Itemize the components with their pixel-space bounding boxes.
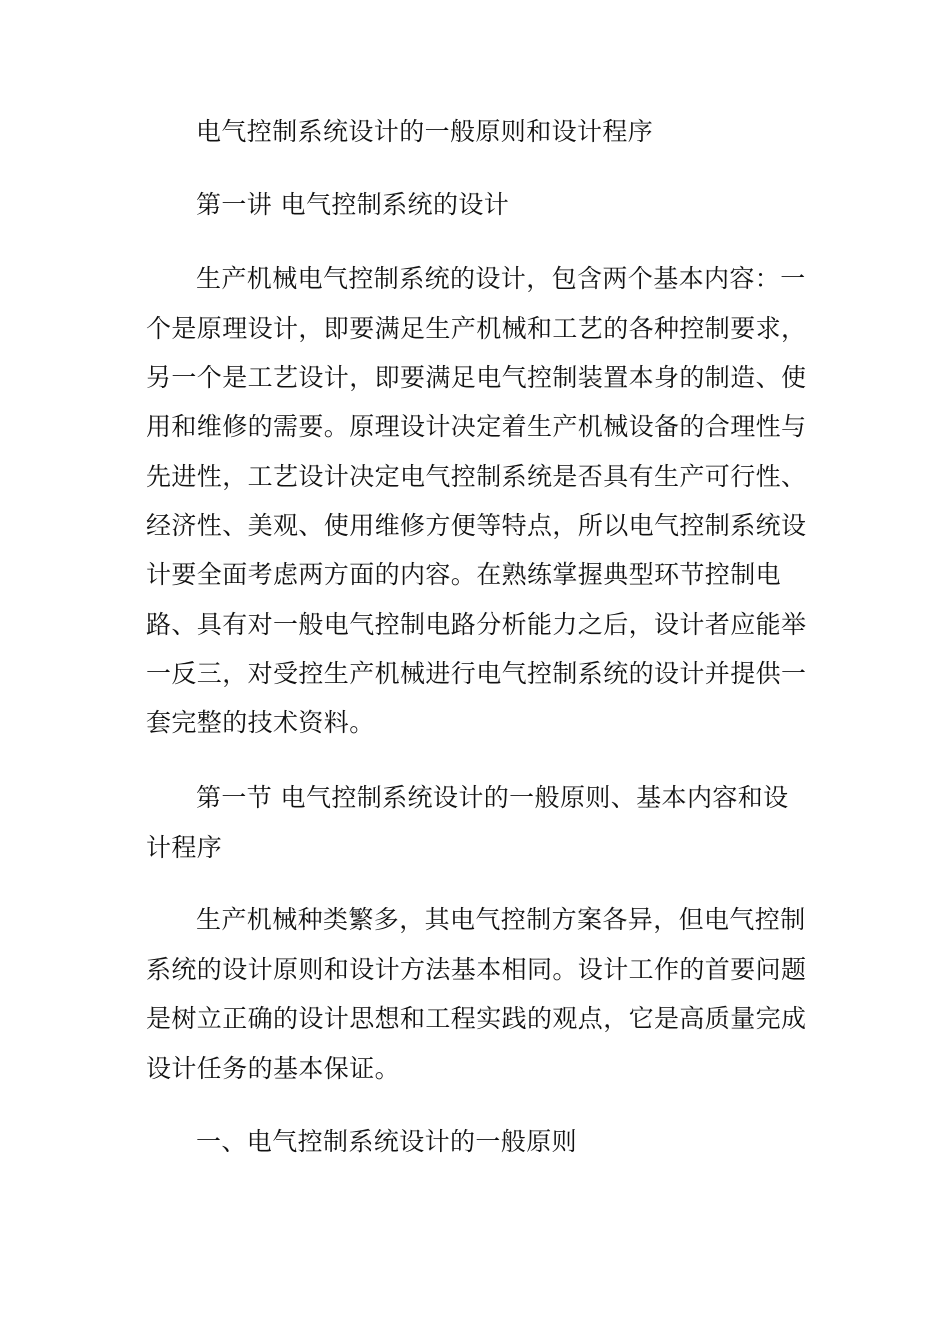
- paragraph-line: 一反三，对受控生产机械进行电气控制系统的设计并提供一: [146, 659, 807, 688]
- paragraph-line: 路、具有对一般电气控制电路分析能力之后，设计者应能举: [146, 610, 807, 639]
- paragraph-line: 套完整的技术资料。: [146, 708, 375, 737]
- paragraph-line: 另一个是工艺设计，即要满足电气控制装置本身的制造、使: [146, 363, 807, 392]
- paragraph-line: 设计任务的基本保证。: [146, 1054, 401, 1083]
- subsection-heading: 一、电气控制系统设计的一般原则: [196, 1127, 578, 1156]
- paragraph-line: 经济性、美观、使用维修方便等特点，所以电气控制系统设: [146, 511, 807, 540]
- paragraph-line: 生产机械种类繁多，其电气控制方案各异，但电气控制: [196, 905, 806, 934]
- paragraph-line: 用和维修的需要。原理设计决定着生产机械设备的合理性与: [146, 412, 807, 441]
- paragraph-line: 计要全面考虑两方面的内容。在熟练掌握典型环节控制电: [146, 560, 782, 589]
- heading-line: 计程序: [146, 833, 223, 862]
- paragraph-line: 是树立正确的设计思想和工程实践的观点，它是高质量完成: [146, 1004, 807, 1033]
- lecture-heading: 第一讲 电气控制系统的设计: [196, 190, 510, 219]
- paragraph-line: 生产机械电气控制系统的设计，包含两个基本内容：一: [196, 264, 806, 293]
- heading-line: 第一节 电气控制系统设计的一般原则、基本内容和设: [196, 783, 789, 812]
- paragraph-line: 个是原理设计，即要满足生产机械和工艺的各种控制要求，: [146, 314, 807, 343]
- document-title: 电气控制系统设计的一般原则和设计程序: [196, 117, 654, 146]
- paragraph-line: 先进性，工艺设计决定电气控制系统是否具有生产可行性、: [146, 462, 807, 491]
- paragraph-line: 系统的设计原则和设计方法基本相同。设计工作的首要问题: [146, 955, 807, 984]
